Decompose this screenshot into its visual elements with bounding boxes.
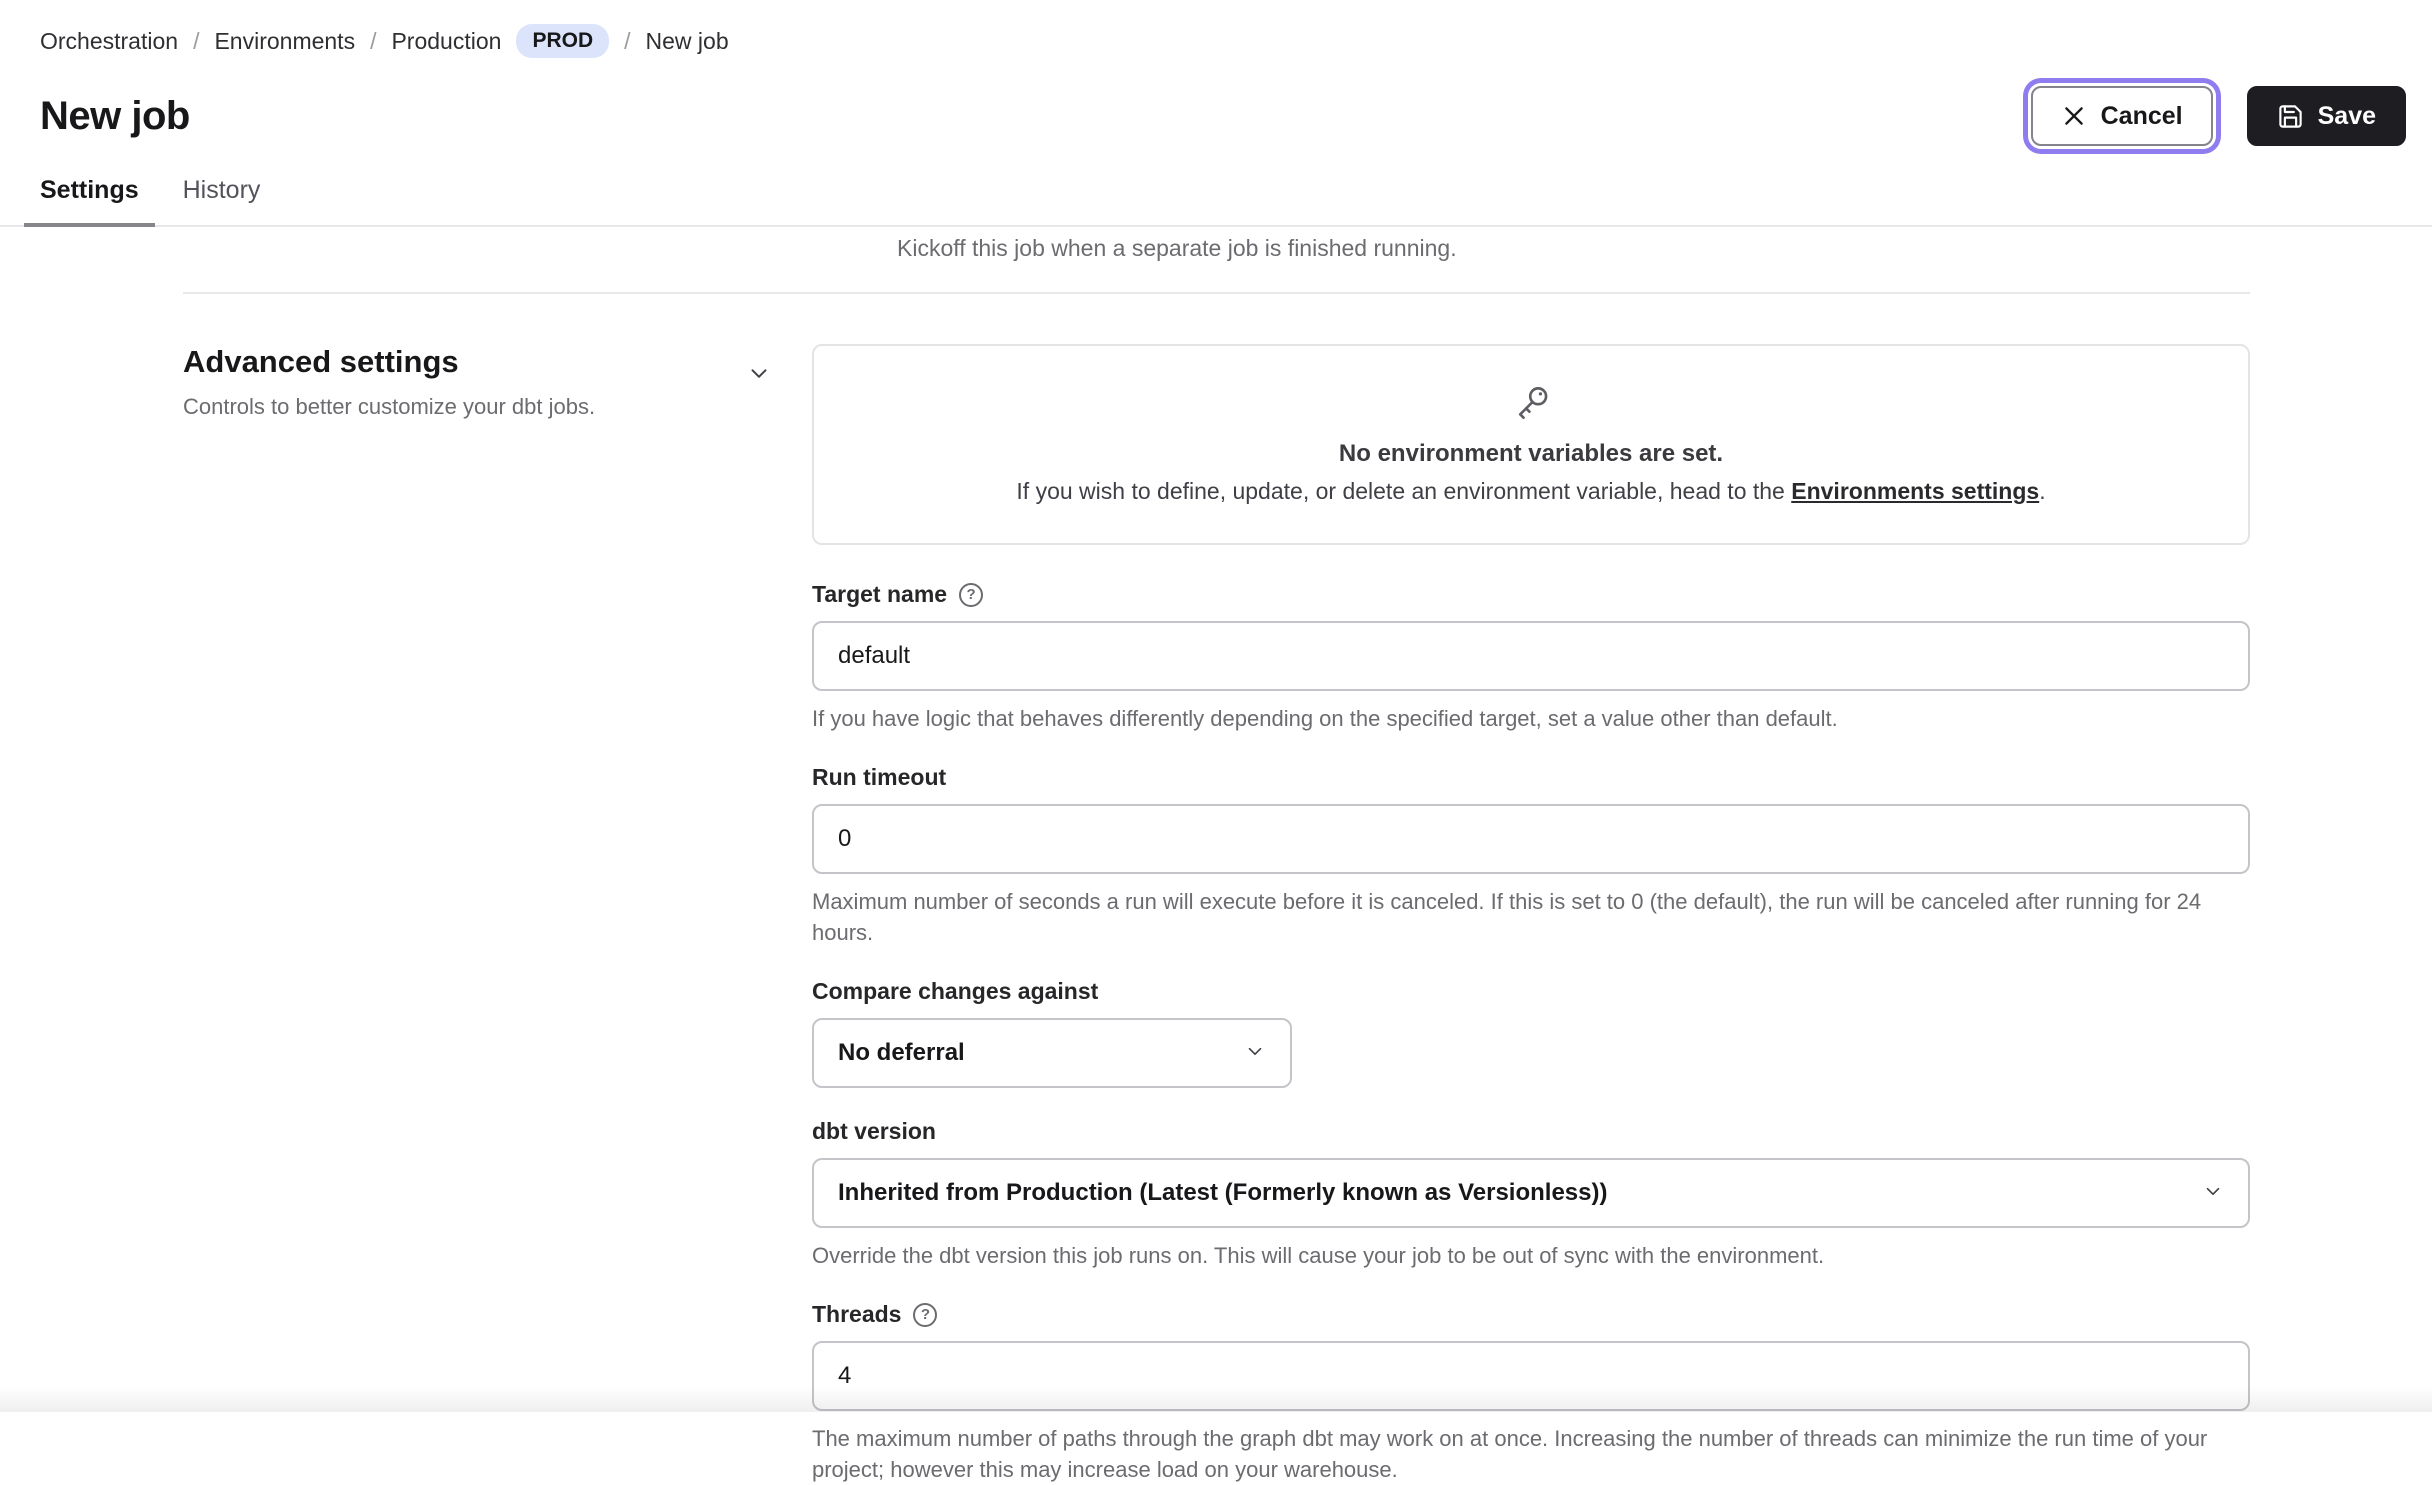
- question-circle-icon[interactable]: ?: [913, 1303, 937, 1327]
- topbar: [0, 0, 2432, 146]
- dbt-version-helper: Override the dbt version this job runs on. This will cause your job to be out of sync with the environment.: [812, 1243, 1825, 1268]
- advanced-settings-intro: [183, 344, 812, 420]
- prod-environment-badge: PROD: [516, 24, 609, 58]
- env-vars-empty-body: [834, 478, 2228, 505]
- dbt-version-label: dbt version: [812, 1118, 936, 1144]
- run-timeout-input[interactable]: [812, 804, 2250, 874]
- breadcrumb-environments[interactable]: Environments: [214, 27, 356, 54]
- advanced-settings-title: Advanced settings: [183, 344, 459, 379]
- floppy-disk-icon: [2277, 103, 2304, 130]
- breadcrumb: [40, 24, 2406, 58]
- tab-settings[interactable]: Settings: [24, 176, 155, 225]
- advanced-settings-section: [183, 344, 2250, 1485]
- run-timeout-field-group: [812, 764, 2250, 948]
- target-name-label: Target name: [812, 581, 948, 607]
- tab-history[interactable]: History: [182, 176, 261, 204]
- run-timeout-helper: Maximum number of seconds a run will execute before it is canceled. If this is set to 0 (the default), the run will be canceled after running for 24 hours.: [812, 889, 2202, 945]
- breadcrumb-separator: /: [624, 27, 631, 54]
- chevron-down-icon: [1244, 1040, 1266, 1067]
- target-name-field-group: [812, 581, 2250, 734]
- settings-panel: [0, 235, 2432, 1485]
- question-circle-icon[interactable]: ?: [959, 583, 983, 607]
- chevron-down-icon: [2202, 1180, 2224, 1207]
- cancel-button[interactable]: [2031, 86, 2213, 146]
- dbt-version-field-group: [812, 1118, 2250, 1271]
- breadcrumb-separator: /: [370, 27, 377, 54]
- env-vars-empty-title: No environment variables are set.: [1338, 440, 1724, 467]
- compare-changes-select[interactable]: [812, 1018, 1292, 1088]
- compare-changes-value: No deferral: [838, 1039, 965, 1066]
- advanced-settings-subtitle: Controls to better customize your dbt jobs.: [183, 394, 596, 419]
- threads-helper: The maximum number of paths through the graph dbt may work on at once. Increasing the number of threads can minimize the run time of your project; however this may increase load on your warehouse.: [812, 1426, 2208, 1482]
- dbt-version-value: Inherited from Production (Latest (Formerly known as Versionless)): [838, 1179, 1608, 1206]
- breadcrumb-separator: /: [193, 27, 200, 54]
- title-row: [40, 86, 2406, 146]
- key-icon: [834, 382, 2228, 426]
- threads-field-group: [812, 1301, 2250, 1485]
- save-button-label: Save: [2317, 101, 2376, 130]
- breadcrumb-orchestration[interactable]: Orchestration: [40, 27, 179, 54]
- compare-changes-field-group: [812, 978, 2250, 1088]
- environments-settings-link[interactable]: Environments settings: [1791, 478, 2040, 504]
- compare-changes-label: Compare changes against: [812, 978, 1099, 1004]
- breadcrumb-new-job: New job: [645, 27, 729, 54]
- save-button[interactable]: [2247, 86, 2406, 146]
- environment-variables-empty-card: [812, 344, 2250, 545]
- chevron-down-icon[interactable]: [746, 360, 772, 391]
- target-name-helper: If you have logic that behaves differently depending on the specified target, set a value other than default.: [812, 706, 1838, 731]
- threads-input[interactable]: [812, 1341, 2250, 1411]
- job-completion-trigger-description: Kickoff this job when a separate job is finished running.: [897, 235, 1457, 261]
- cancel-button-label: Cancel: [2100, 101, 2183, 130]
- run-timeout-label: Run timeout: [812, 764, 947, 790]
- dbt-version-select[interactable]: [812, 1158, 2250, 1228]
- breadcrumb-production[interactable]: Production: [391, 27, 502, 54]
- page-title: New job: [40, 93, 190, 138]
- threads-label: Threads: [812, 1301, 902, 1327]
- target-name-input[interactable]: [812, 621, 2250, 691]
- header-actions: [2031, 86, 2406, 146]
- section-divider: [183, 292, 2250, 294]
- advanced-settings-fields: [812, 344, 2250, 1485]
- tab-bar: [0, 176, 2432, 227]
- close-icon: [2061, 103, 2087, 129]
- env-vars-empty-body-text: If you wish to define, update, or delete an environment variable, head to the: [1016, 478, 1792, 504]
- env-vars-empty-body-period: .: [2039, 478, 2046, 504]
